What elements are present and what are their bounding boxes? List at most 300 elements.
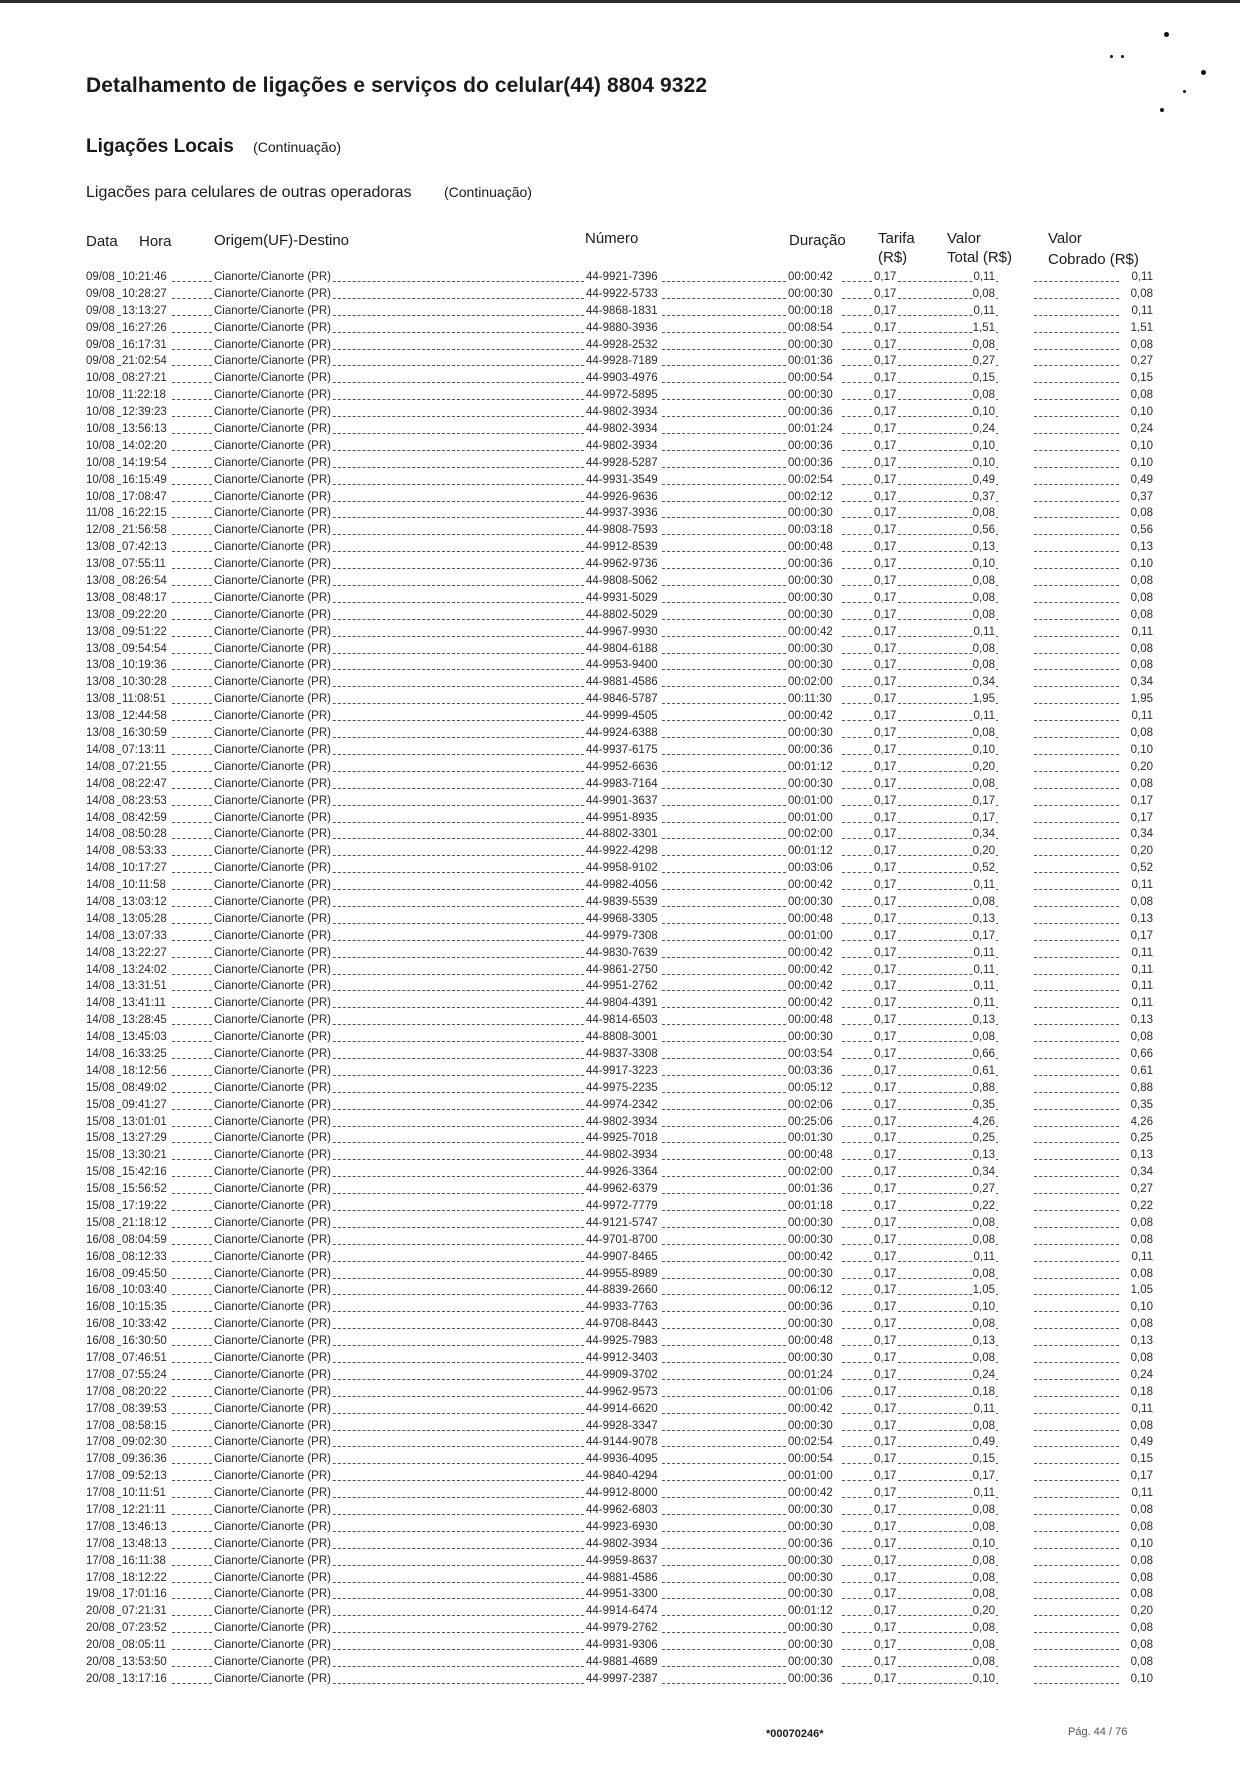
cell-valor-total: 0,17	[972, 811, 995, 824]
cell-hora: 10:03:40	[122, 1284, 167, 1297]
leader-dashes	[172, 771, 212, 772]
cell-duracao: 00:01:12	[788, 845, 833, 858]
cell-valor-total: 0,08	[972, 1419, 995, 1432]
leader-dashes	[117, 1058, 121, 1059]
cell-hora: 07:55:11	[122, 558, 166, 571]
cell-numero: 44-9972-7779	[586, 1199, 658, 1212]
scan-speck	[1164, 32, 1169, 37]
cell-duracao: 00:00:30	[788, 895, 833, 908]
leader-dashes	[308, 805, 584, 806]
cell-valor-cobrado: 0,49	[1130, 1436, 1153, 1449]
cell-valor-cobrado: 0,08	[1130, 287, 1153, 300]
leader-dashes	[172, 1261, 212, 1262]
leader-dashes	[842, 788, 872, 789]
leader-dashes	[308, 1176, 584, 1177]
leader-dashes	[1034, 1244, 1119, 1245]
cell-duracao: 00:00:30	[788, 575, 833, 588]
leader-dashes	[662, 1413, 786, 1414]
cell-origem-destino: Cianorte/Cianorte (PR)	[214, 541, 331, 554]
table-row	[86, 1554, 1154, 1571]
leader-dashes	[308, 1396, 584, 1397]
table-row	[86, 996, 1154, 1013]
cell-valor-cobrado: 0,66	[1130, 1047, 1153, 1060]
leader-dashes	[117, 1396, 121, 1397]
cell-valor-total: 0,13	[972, 1014, 995, 1027]
cell-origem-destino: Cianorte/Cianorte (PR)	[214, 1098, 331, 1111]
leader-dashes	[308, 1666, 584, 1667]
cell-valor-total: 0,24	[972, 1368, 995, 1381]
cell-valor-total: 0,08	[972, 1031, 995, 1044]
leader-dashes	[172, 1109, 212, 1110]
leader-dashes	[117, 1463, 121, 1464]
cell-data: 14/08	[86, 760, 115, 773]
cell-data: 14/08	[86, 1064, 115, 1077]
cell-tarifa: 0,17	[874, 963, 897, 976]
leader-dashes	[117, 382, 121, 383]
cell-hora: 12:44:58	[122, 710, 167, 723]
cell-hora: 14:19:54	[122, 456, 167, 469]
cell-data: 15/08	[86, 1149, 115, 1162]
leader-dashes	[172, 889, 212, 890]
cell-valor-total: 0,24	[972, 423, 995, 436]
cell-valor-total: 0,27	[972, 1183, 995, 1196]
cell-data: 15/08	[86, 1199, 115, 1212]
leader-dashes	[842, 1109, 872, 1110]
leader-dashes	[662, 1514, 786, 1515]
leader-dashes	[662, 1193, 786, 1194]
cell-numero: 44-9952-6636	[586, 760, 658, 773]
leader-dashes	[172, 382, 212, 383]
cell-hora: 07:21:31	[122, 1605, 167, 1618]
cell-data: 17/08	[86, 1554, 115, 1567]
cell-hora: 09:52:13	[122, 1470, 167, 1483]
table-row	[86, 1165, 1154, 1182]
header-valor-total: Valor	[947, 230, 981, 247]
cell-valor-total: 0,13	[972, 541, 995, 554]
cell-data: 10/08	[86, 406, 115, 419]
cell-data: 17/08	[86, 1520, 115, 1533]
leader-dashes	[842, 906, 872, 907]
leader-dashes	[308, 1615, 584, 1616]
cell-valor-total: 0,17	[972, 929, 995, 942]
cell-data: 13/08	[86, 676, 115, 689]
section-continuation-note: (Continuação)	[253, 139, 342, 155]
leader-dashes	[117, 1666, 121, 1667]
leader-dashes	[842, 1396, 872, 1397]
leader-dashes	[1034, 382, 1119, 383]
cell-data: 20/08	[86, 1656, 115, 1669]
leader-dashes	[308, 1362, 584, 1363]
leader-dashes	[842, 551, 872, 552]
table-row	[86, 371, 1154, 388]
leader-dashes	[842, 990, 872, 991]
cell-valor-cobrado: 0,34	[1130, 676, 1153, 689]
leader-dashes	[117, 365, 121, 366]
cell-duracao: 00:00:48	[788, 1335, 833, 1348]
leader-dashes	[308, 1244, 584, 1245]
cell-valor-total: 0,11	[973, 1487, 995, 1500]
cell-valor-cobrado: 0,08	[1130, 1031, 1153, 1044]
leader-dashes	[842, 501, 872, 502]
leader-dashes	[1034, 872, 1119, 873]
table-row	[86, 1283, 1154, 1300]
leader-dashes	[1034, 1007, 1119, 1008]
cell-hora: 10:15:35	[122, 1301, 167, 1314]
table-row	[86, 1064, 1154, 1081]
cell-duracao: 00:00:30	[788, 1520, 833, 1533]
leader-dashes	[1034, 1632, 1119, 1633]
leader-dashes	[117, 1176, 121, 1177]
cell-valor-total: 1,51	[972, 321, 995, 334]
table-row	[86, 1047, 1154, 1064]
leader-dashes	[662, 534, 786, 535]
cell-valor-cobrado: 0,08	[1130, 389, 1153, 402]
leader-dashes	[117, 467, 121, 468]
table-row	[86, 1604, 1154, 1621]
cell-data: 15/08	[86, 1115, 115, 1128]
cell-data: 16/08	[86, 1301, 115, 1314]
table-row	[86, 523, 1154, 540]
cell-origem-destino: Cianorte/Cianorte (PR)	[214, 1537, 331, 1550]
cell-numero: 44-9931-3549	[586, 473, 658, 486]
leader-dashes	[842, 1497, 872, 1498]
leader-dashes	[308, 889, 584, 890]
leader-dashes	[842, 1430, 872, 1431]
leader-dashes	[842, 889, 872, 890]
cell-numero: 44-9953-9400	[586, 659, 658, 672]
cell-numero: 44-9881-4586	[586, 1571, 658, 1584]
leader-dashes	[662, 1446, 786, 1447]
leader-dashes	[117, 1480, 121, 1481]
leader-dashes	[172, 551, 212, 552]
leader-dashes	[842, 1514, 872, 1515]
cell-valor-total: 0,20	[972, 845, 995, 858]
cell-valor-total: 0,66	[972, 1047, 995, 1060]
leader-dashes	[308, 1227, 584, 1228]
table-row	[86, 878, 1154, 895]
leader-dashes	[1034, 771, 1119, 772]
leader-dashes	[308, 923, 584, 924]
cell-duracao: 00:00:42	[788, 710, 833, 723]
cell-hora: 09:54:54	[122, 642, 167, 655]
cell-valor-cobrado: 0,08	[1130, 777, 1153, 790]
leader-dashes	[842, 754, 872, 755]
cell-data: 17/08	[86, 1419, 115, 1432]
leader-dashes	[172, 1362, 212, 1363]
cell-numero: 44-9925-7018	[586, 1132, 658, 1145]
cell-numero: 44-9880-3936	[586, 321, 658, 334]
leader-dashes	[172, 940, 212, 941]
leader-dashes	[842, 585, 872, 586]
leader-dashes	[1034, 1176, 1119, 1177]
cell-numero: 44-9802-3934	[586, 423, 658, 436]
leader-dashes	[117, 602, 121, 603]
cell-tarifa: 0,17	[874, 1656, 897, 1669]
table-row	[86, 760, 1154, 777]
cell-duracao: 00:00:30	[788, 659, 833, 672]
cell-valor-cobrado: 0,61	[1130, 1064, 1153, 1077]
cell-numero: 44-9926-9636	[586, 490, 658, 503]
cell-data: 13/08	[86, 608, 115, 621]
cell-origem-destino: Cianorte/Cianorte (PR)	[214, 423, 331, 436]
cell-origem-destino: Cianorte/Cianorte (PR)	[214, 710, 331, 723]
leader-dashes	[308, 1598, 584, 1599]
leader-dashes	[842, 1092, 872, 1093]
leader-dashes	[308, 534, 584, 535]
cell-valor-cobrado: 0,13	[1130, 541, 1153, 554]
cell-origem-destino: Cianorte/Cianorte (PR)	[214, 676, 331, 689]
leader-dashes	[117, 855, 121, 856]
table-row	[86, 304, 1154, 321]
cell-tarifa: 0,17	[874, 879, 897, 892]
leader-dashes	[117, 1024, 121, 1025]
cell-valor-cobrado: 0,08	[1130, 1216, 1153, 1229]
leader-dashes	[662, 1582, 786, 1583]
leader-dashes	[308, 1531, 584, 1532]
cell-duracao: 00:01:00	[788, 811, 833, 824]
cell-duracao: 00:00:30	[788, 1571, 833, 1584]
cell-origem-destino: Cianorte/Cianorte (PR)	[214, 895, 331, 908]
leader-dashes	[1034, 1514, 1119, 1515]
cell-numero: 44-9979-2762	[586, 1622, 658, 1635]
table-row	[86, 473, 1154, 490]
leader-dashes	[662, 1565, 786, 1566]
leader-dashes	[172, 788, 212, 789]
cell-valor-total: 0,11	[973, 625, 995, 638]
cell-origem-destino: Cianorte/Cianorte (PR)	[214, 338, 331, 351]
cell-origem-destino: Cianorte/Cianorte (PR)	[214, 1183, 331, 1196]
cell-origem-destino: Cianorte/Cianorte (PR)	[214, 727, 331, 740]
leader-dashes	[662, 636, 786, 637]
leader-dashes	[172, 399, 212, 400]
cell-valor-cobrado: 0,08	[1130, 507, 1153, 520]
cell-duracao: 00:00:36	[788, 558, 833, 571]
cell-hora: 13:48:13	[122, 1537, 167, 1550]
cell-data: 17/08	[86, 1487, 115, 1500]
cell-origem-destino: Cianorte/Cianorte (PR)	[214, 1554, 331, 1567]
leader-dashes	[842, 1126, 872, 1127]
table-row	[86, 405, 1154, 422]
leader-dashes	[117, 1565, 121, 1566]
leader-dashes	[842, 1480, 872, 1481]
leader-dashes	[662, 1328, 786, 1329]
cell-valor-total: 0,49	[972, 1436, 995, 1449]
cell-valor-total: 0,08	[972, 591, 995, 604]
leader-dashes	[1034, 636, 1119, 637]
leader-dashes	[308, 822, 584, 823]
leader-dashes	[172, 1430, 212, 1431]
cell-hora: 21:18:12	[122, 1216, 167, 1229]
cell-origem-destino: Cianorte/Cianorte (PR)	[214, 1368, 331, 1381]
cell-tarifa: 0,17	[874, 355, 897, 368]
table-row	[86, 270, 1154, 287]
leader-dashes	[662, 1497, 786, 1498]
cell-duracao: 00:03:36	[788, 1064, 833, 1077]
table-row	[86, 1351, 1154, 1368]
leader-dashes	[1034, 923, 1119, 924]
leader-dashes	[308, 298, 584, 299]
cell-data: 13/08	[86, 625, 115, 638]
leader-dashes	[662, 433, 786, 434]
cell-valor-cobrado: 0,10	[1130, 456, 1153, 469]
leader-dashes	[662, 889, 786, 890]
cell-numero: 44-9881-4689	[586, 1656, 658, 1669]
header-origem: Origem(UF)-Destino	[214, 232, 350, 249]
cell-hora: 13:17:16	[122, 1672, 167, 1685]
cell-numero: 44-9922-4298	[586, 845, 658, 858]
cell-tarifa: 0,17	[874, 743, 897, 756]
cell-tarifa: 0,17	[874, 828, 897, 841]
cell-numero: 44-9701-8700	[586, 1233, 658, 1246]
leader-dashes	[1034, 754, 1119, 755]
cell-valor-total: 0,11	[973, 271, 995, 283]
cell-hora: 09:41:27	[122, 1098, 167, 1111]
cell-valor-total: 0,10	[972, 456, 995, 469]
cell-valor-total: 0,08	[972, 389, 995, 402]
leader-dashes	[117, 1244, 121, 1245]
leader-dashes	[662, 585, 786, 586]
cell-tarifa: 0,17	[874, 338, 897, 351]
cell-tarifa: 0,17	[874, 1368, 897, 1381]
leader-dashes	[1034, 585, 1119, 586]
cell-valor-cobrado: 0,13	[1130, 1335, 1153, 1348]
cell-valor-total: 0,37	[972, 490, 995, 503]
leader-dashes	[172, 805, 212, 806]
cell-valor-cobrado: 0,08	[1130, 1656, 1153, 1669]
leader-dashes	[117, 1497, 121, 1498]
cell-valor-cobrado: 0,08	[1130, 575, 1153, 588]
leader-dashes	[662, 1041, 786, 1042]
leader-dashes	[117, 940, 121, 941]
cell-tarifa: 0,17	[874, 1436, 897, 1449]
leader-dashes	[308, 1649, 584, 1650]
table-row	[86, 1115, 1154, 1132]
cell-valor-cobrado: 0,08	[1130, 1622, 1153, 1635]
cell-valor-total: 0,10	[972, 406, 995, 419]
cell-valor-cobrado: 0,08	[1130, 1504, 1153, 1517]
leader-dashes	[308, 1497, 584, 1498]
leader-dashes	[662, 315, 786, 316]
leader-dashes	[117, 1598, 121, 1599]
cell-tarifa: 0,17	[874, 1199, 897, 1212]
leader-dashes	[172, 1531, 212, 1532]
cell-data: 14/08	[86, 946, 115, 959]
cell-valor-total: 0,52	[972, 862, 995, 875]
leader-dashes	[308, 1379, 584, 1380]
cell-origem-destino: Cianorte/Cianorte (PR)	[214, 439, 331, 452]
cell-duracao: 00:00:30	[788, 1031, 833, 1044]
leader-dashes	[172, 1075, 212, 1076]
cell-duracao: 00:01:30	[788, 1132, 833, 1145]
cell-origem-destino: Cianorte/Cianorte (PR)	[214, 1656, 331, 1669]
cell-valor-cobrado: 0,37	[1130, 490, 1153, 503]
leader-dashes	[117, 399, 121, 400]
cell-hora: 21:56:58	[122, 524, 167, 537]
cell-valor-cobrado: 0,10	[1130, 558, 1153, 571]
leader-dashes	[308, 585, 584, 586]
leader-dashes	[1034, 1615, 1119, 1616]
leader-dashes	[172, 1480, 212, 1481]
cell-numero: 44-9983-7164	[586, 777, 658, 790]
leader-dashes	[1034, 1430, 1119, 1431]
cell-origem-destino: Cianorte/Cianorte (PR)	[214, 355, 331, 368]
leader-dashes	[1034, 653, 1119, 654]
cell-tarifa: 0,17	[874, 710, 897, 723]
leader-dashes	[117, 1075, 121, 1076]
cell-tarifa: 0,17	[874, 1520, 897, 1533]
leader-dashes	[662, 298, 786, 299]
cell-numero: 44-9951-2762	[586, 980, 658, 993]
table-row	[86, 1621, 1154, 1638]
leader-dashes	[842, 365, 872, 366]
leader-dashes	[308, 771, 584, 772]
leader-dashes	[117, 957, 121, 958]
cell-origem-destino: Cianorte/Cianorte (PR)	[214, 1250, 331, 1263]
leader-dashes	[172, 1294, 212, 1295]
cell-numero: 44-8802-5029	[586, 608, 658, 621]
cell-tarifa: 0,17	[874, 439, 897, 452]
cell-numero: 44-9922-5733	[586, 287, 658, 300]
cell-valor-cobrado: 0,34	[1130, 828, 1153, 841]
cell-valor-cobrado: 0,13	[1130, 912, 1153, 925]
leader-dashes	[1034, 517, 1119, 518]
leader-dashes	[117, 974, 121, 975]
cell-valor-cobrado: 0,49	[1130, 473, 1153, 486]
leader-dashes	[842, 1075, 872, 1076]
leader-dashes	[172, 1176, 212, 1177]
cell-data: 09/08	[86, 287, 115, 300]
cell-data: 13/08	[86, 591, 115, 604]
cell-origem-destino: Cianorte/Cianorte (PR)	[214, 811, 331, 824]
cell-duracao: 00:00:30	[788, 507, 833, 520]
leader-dashes	[662, 1075, 786, 1076]
cell-valor-cobrado: 0,15	[1130, 372, 1153, 385]
leader-dashes	[1034, 703, 1119, 704]
leader-dashes	[842, 1294, 872, 1295]
cell-duracao: 00:00:48	[788, 541, 833, 554]
leader-dashes	[662, 1092, 786, 1093]
cell-origem-destino: Cianorte/Cianorte (PR)	[214, 1267, 331, 1280]
cell-valor-total: 0,08	[972, 608, 995, 621]
table-row	[86, 1098, 1154, 1115]
cell-origem-destino: Cianorte/Cianorte (PR)	[214, 1081, 331, 1094]
leader-dashes	[172, 923, 212, 924]
leader-dashes	[1034, 1109, 1119, 1110]
leader-dashes	[117, 805, 121, 806]
leader-dashes	[117, 636, 121, 637]
leader-dashes	[172, 653, 212, 654]
cell-data: 15/08	[86, 1183, 115, 1196]
cell-origem-destino: Cianorte/Cianorte (PR)	[214, 321, 331, 334]
cell-origem-destino: Cianorte/Cianorte (PR)	[214, 608, 331, 621]
cell-valor-cobrado: 0,17	[1130, 794, 1153, 807]
leader-dashes	[308, 1548, 584, 1549]
leader-dashes	[117, 720, 121, 721]
leader-dashes	[1034, 788, 1119, 789]
leader-dashes	[172, 686, 212, 687]
leader-dashes	[117, 669, 121, 670]
cell-valor-total: 0,88	[972, 1081, 995, 1094]
leader-dashes	[117, 653, 121, 654]
cell-data: 11/08	[86, 507, 114, 520]
leader-dashes	[662, 940, 786, 941]
leader-dashes	[308, 974, 584, 975]
leader-dashes	[117, 703, 121, 704]
leader-dashes	[662, 1379, 786, 1380]
cell-duracao: 00:00:30	[788, 1216, 833, 1229]
leader-dashes	[117, 1109, 121, 1110]
leader-dashes	[172, 703, 212, 704]
